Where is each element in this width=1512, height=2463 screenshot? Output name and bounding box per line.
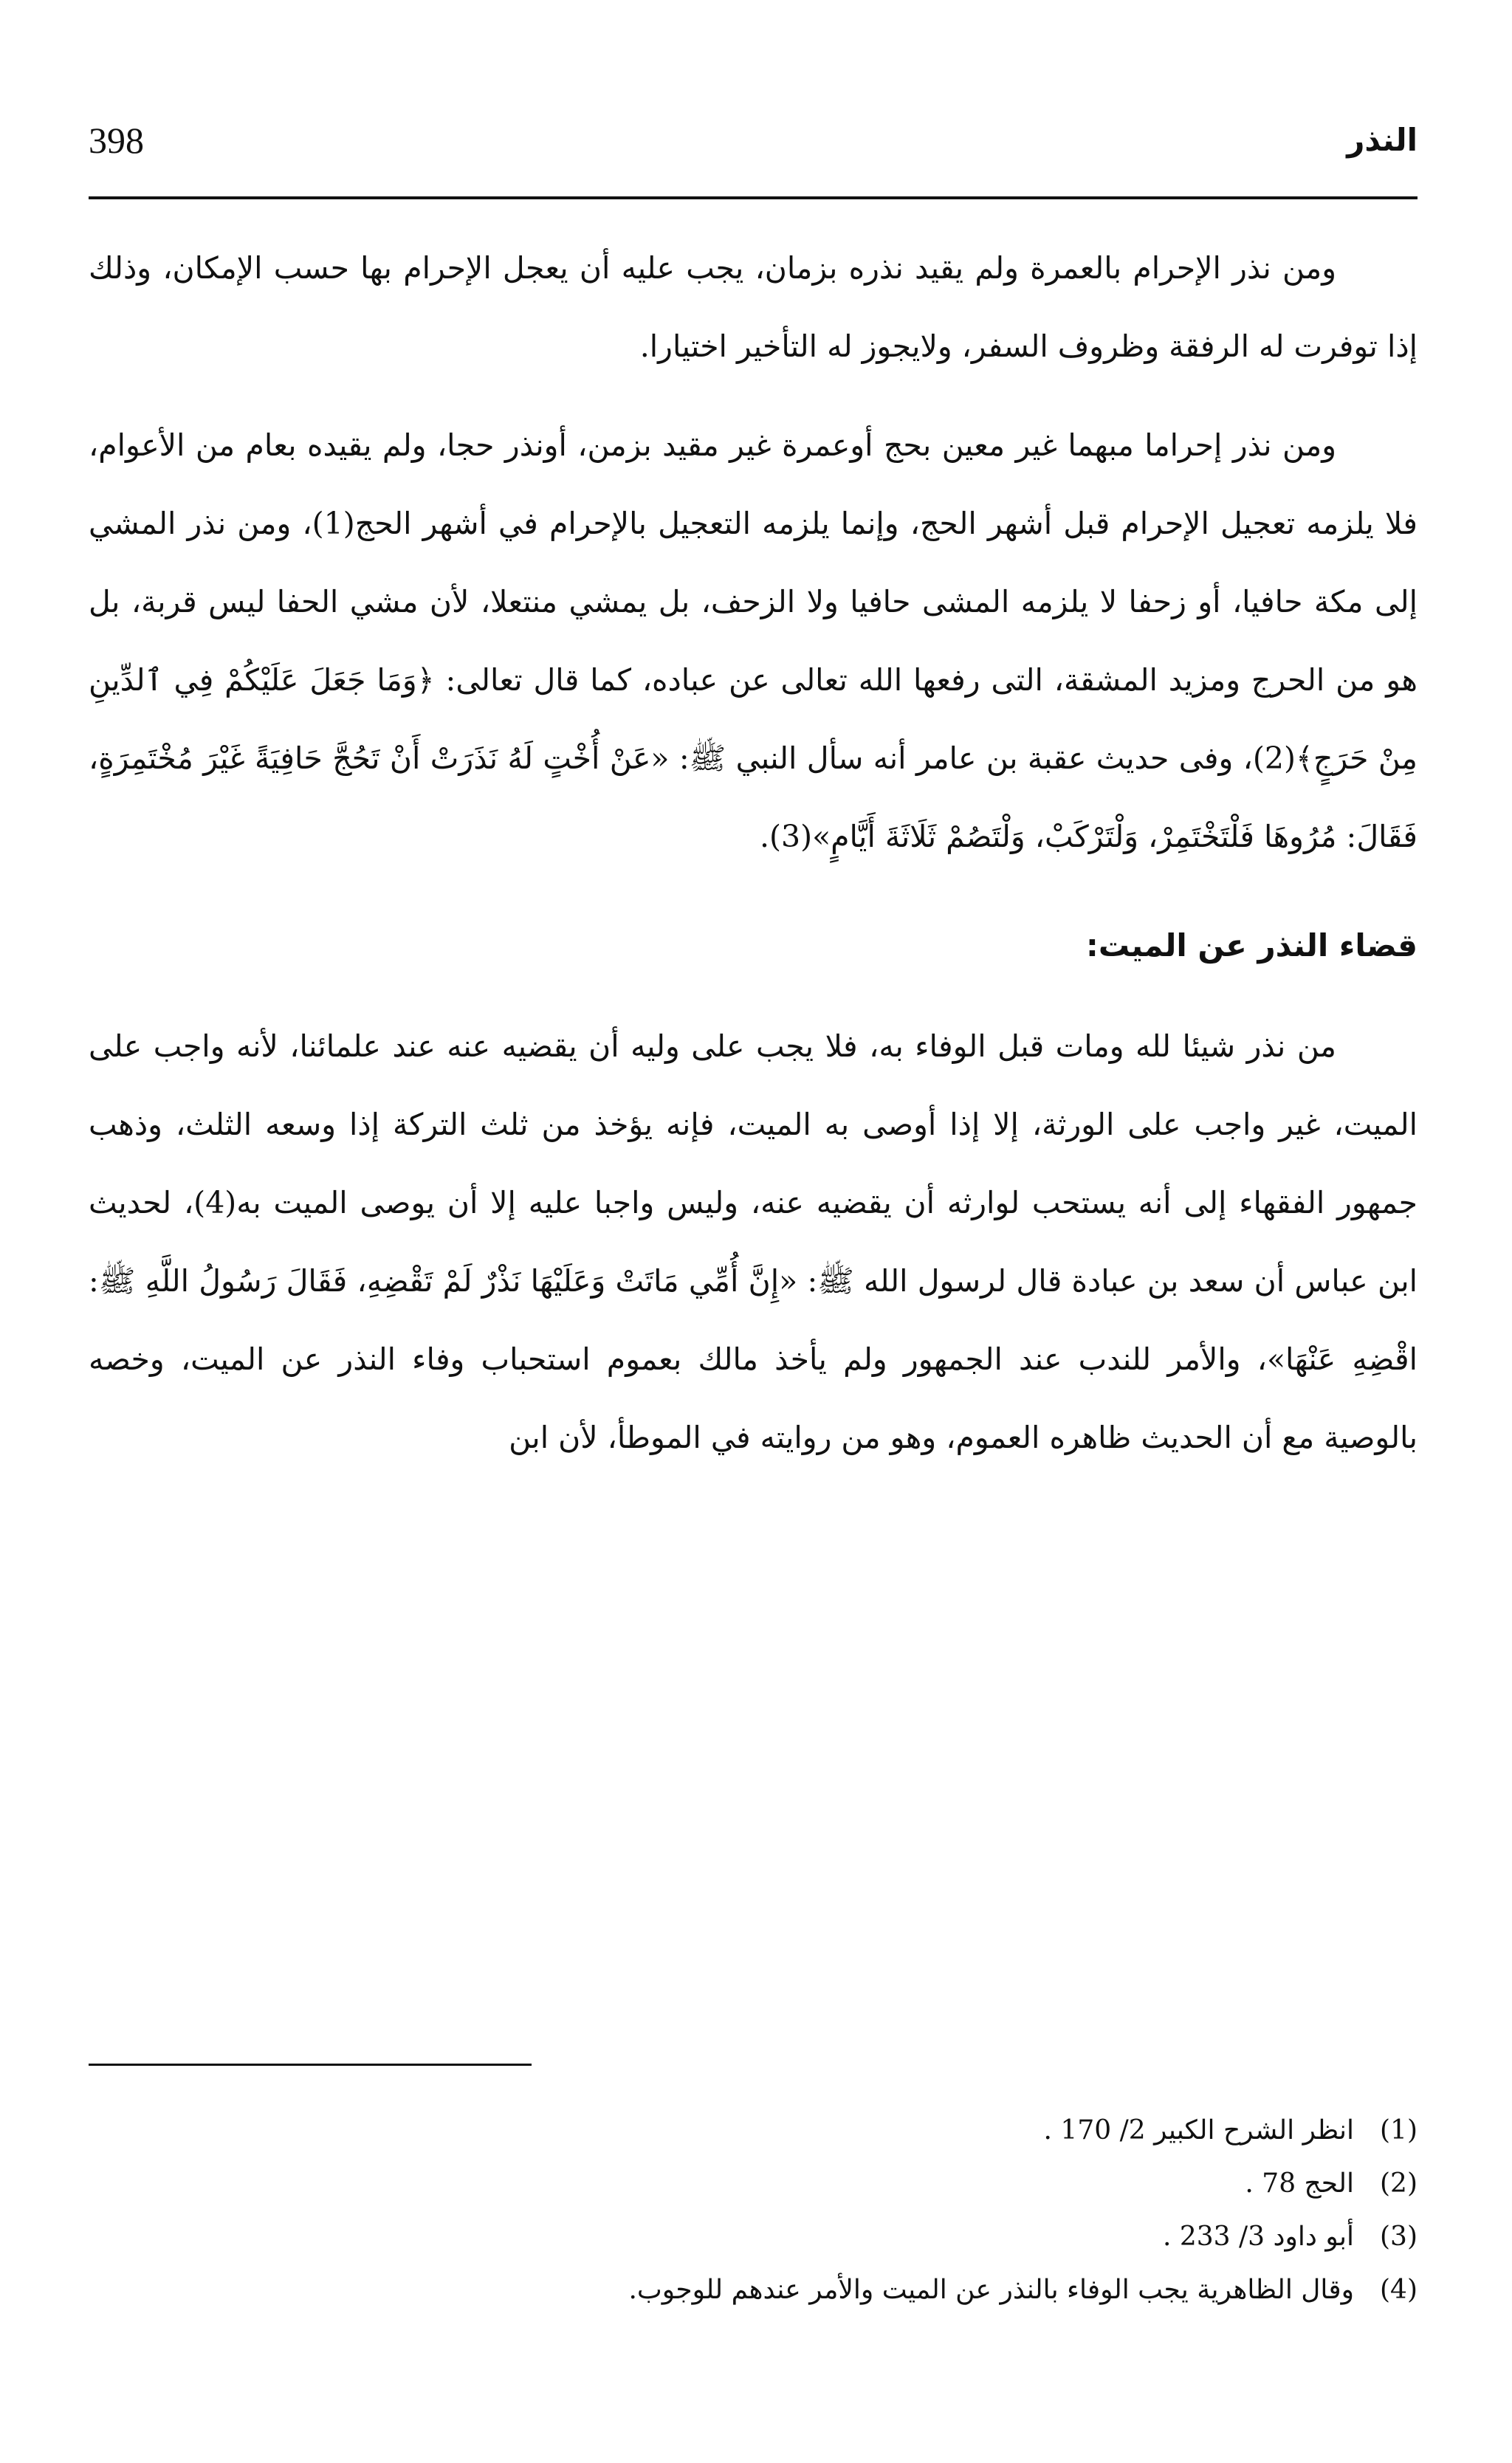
chapter-title: النذر xyxy=(1347,122,1418,158)
footnote-divider xyxy=(89,2064,532,2066)
footnotes xyxy=(89,2104,1418,2317)
section-heading: قضاء النذر عن الميت: xyxy=(1086,927,1418,963)
book-page xyxy=(89,111,1418,2370)
paragraph-2: ومن نذر إحراما مبهما غير معين بحج أوعمرة غير مقيد بزمن، أونذر حجا، ولم يقيده بعام من الأعوام، فلا يلزمه تعجيل الإحرام قبل أشهر الحج، وإنما يلزمه التعجيل بالإحرام في أشهر الحج(1)، ومن نذر المشي إلى مكة حافيا، أو زحفا لا يلزمه المشى حافيا ولا الزحف، بل يمشي منتعلا، لأن مشي الحفا ليس قربة، بل هو من الحرج ومزيد المشقة، التى رفعها الله تعالى عن عباده، كما قال تعالى: ﴿وَمَا جَعَلَ عَلَيْكُمْ فِي ٱلدِّينِ مِنْ حَرَجٍ﴾(2)، وفى حديث عقبة بن عامر أنه سأل النبي ﷺ: «عَنْ أُخْتٍ لَهُ نَذَرَتْ أَنْ تَحُجَّ حَافِيَةً غَيْرَ مُخْتَمِرَةٍ، فَقَالَ: مُرُوهَا فَلْتَخْتَمِرْ، وَلْتَرْكَبْ، وَلْتَصُمْ ثَلَاثَةَ أَيَّامٍ»(3). xyxy=(89,427,1418,854)
paragraph-1: ومن نذر الإحرام بالعمرة ولم يقيد نذره بزمان، يجب عليه أن يعجل الإحرام بها حسب الإمكان، وذلك إذا توفرت له الرفقة وظروف السفر، ولايجوز له التأخير اختيارا. xyxy=(89,250,1418,364)
footnote-number: (1) xyxy=(1380,2115,1418,2146)
footnote-item xyxy=(89,2264,1418,2317)
page-number: 398 xyxy=(89,120,144,161)
footnote-number: (3) xyxy=(1380,2222,1418,2252)
footnote-text: انظر الشرح الكبير 2/ 170 . xyxy=(1043,2115,1354,2146)
footnote-number: (2) xyxy=(1380,2168,1418,2199)
page-header xyxy=(89,111,1418,177)
paragraph-3: من نذر شيئا لله ومات قبل الوفاء به، فلا يجب على وليه أن يقضيه عنه عند علمائنا، لأنه واجب على الميت، غير واجب على الورثة، إلا إذا أوصى به الميت، فإنه يؤخذ من ثلث التركة إذا وسعه الثلث، وذهب جمهور الفقهاء إلى أنه يستحب لوارثه أن يقضيه عنه، وليس واجبا عليه إلا أن يوصى الميت به(4)، لحديث ابن عباس أن سعد بن عبادة قال لرسول الله ﷺ: «إِنَّ أُمِّي مَاتَتْ وَعَلَيْهَا نَذْرٌ لَمْ تَقْضِهِ، فَقَالَ رَسُولُ اللَّهِ ﷺ: اقْضِهِ عَنْهَا»، والأمر للندب عند الجمهور ولم يأخذ مالك بعموم استحباب وفاء النذر عن الميت، وخصه بالوصية مع أن الحديث ظاهره العموم، وهو من روايته في الموطأ، لأن ابن xyxy=(89,1028,1418,1455)
footnote-item xyxy=(89,2210,1418,2264)
footnote-text: الحج 78 . xyxy=(1245,2168,1354,2199)
footnote-text: وقال الظاهرية يجب الوفاء بالنذر عن الميت والأمر عندهم للوجوب. xyxy=(628,2275,1354,2305)
footnote-item xyxy=(89,2104,1418,2157)
footnote-item xyxy=(89,2157,1418,2210)
header-divider xyxy=(89,196,1418,199)
footnote-number: (4) xyxy=(1380,2275,1418,2305)
footnote-text: أبو داود 3/ 233 . xyxy=(1162,2222,1354,2252)
body-text xyxy=(89,229,1418,1490)
